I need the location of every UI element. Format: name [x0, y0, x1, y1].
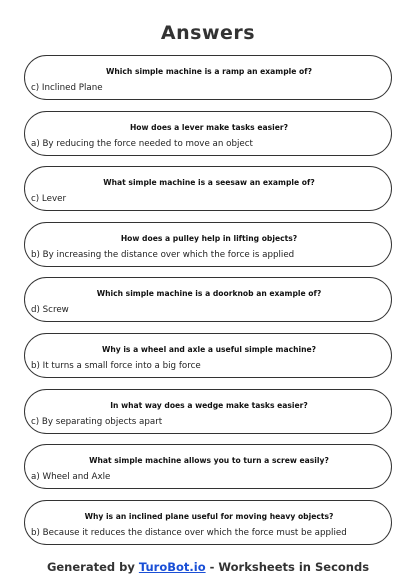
question-text: How does a pulley help in lifting objects? — [120, 233, 298, 243]
answer-list — [24, 55, 392, 555]
answer-text: a) Wheel and Axle — [31, 472, 111, 483]
footer — [0, 560, 416, 574]
answer-text: c) Lever — [31, 194, 67, 205]
answer-text: b) It turns a small force into a big force — [31, 360, 201, 371]
answer-text: d) Screw — [31, 305, 69, 316]
answer-card — [24, 500, 392, 545]
answer-text: b) By increasing the distance over which the force is applied — [31, 249, 295, 260]
answer-card — [24, 55, 392, 100]
question-text: What simple machine is a seesaw an example of? — [103, 178, 315, 188]
question-text: How does a lever make tasks easier? — [129, 122, 289, 132]
answer-card — [24, 444, 392, 489]
page-title: Answers — [160, 22, 256, 44]
answer-text: c) Inclined Plane — [31, 83, 103, 93]
answer-card — [24, 222, 392, 267]
answer-text: c) By separating objects apart — [31, 416, 163, 427]
answer-text: a) By reducing the force needed to move an object — [31, 138, 253, 149]
answer-text: b) Because it reduces the distance over which the force must be applied — [31, 527, 347, 538]
answer-card — [24, 277, 392, 322]
question-text: Which simple machine is a doorknob an example of? — [96, 289, 322, 299]
question-text: Why is a wheel and axle a useful simple machine? — [101, 344, 317, 354]
answer-card — [24, 166, 392, 211]
footer-suffix: - Worksheets in Seconds — [209, 560, 370, 574]
question-text: What simple machine allows you to turn a screw easily? — [89, 456, 329, 466]
answer-card — [24, 111, 392, 156]
footer-prefix: Generated by — [46, 560, 135, 574]
turobot-link[interactable]: TuroBot.io — [138, 560, 206, 574]
question-text: Which simple machine is a ramp an example of? — [106, 67, 312, 76]
answer-card — [24, 333, 392, 378]
question-text: In what way does a wedge make tasks easier? — [110, 400, 308, 410]
question-text: Why is an inclined plane useful for moving heavy objects? — [84, 511, 334, 521]
answer-card — [24, 389, 392, 434]
